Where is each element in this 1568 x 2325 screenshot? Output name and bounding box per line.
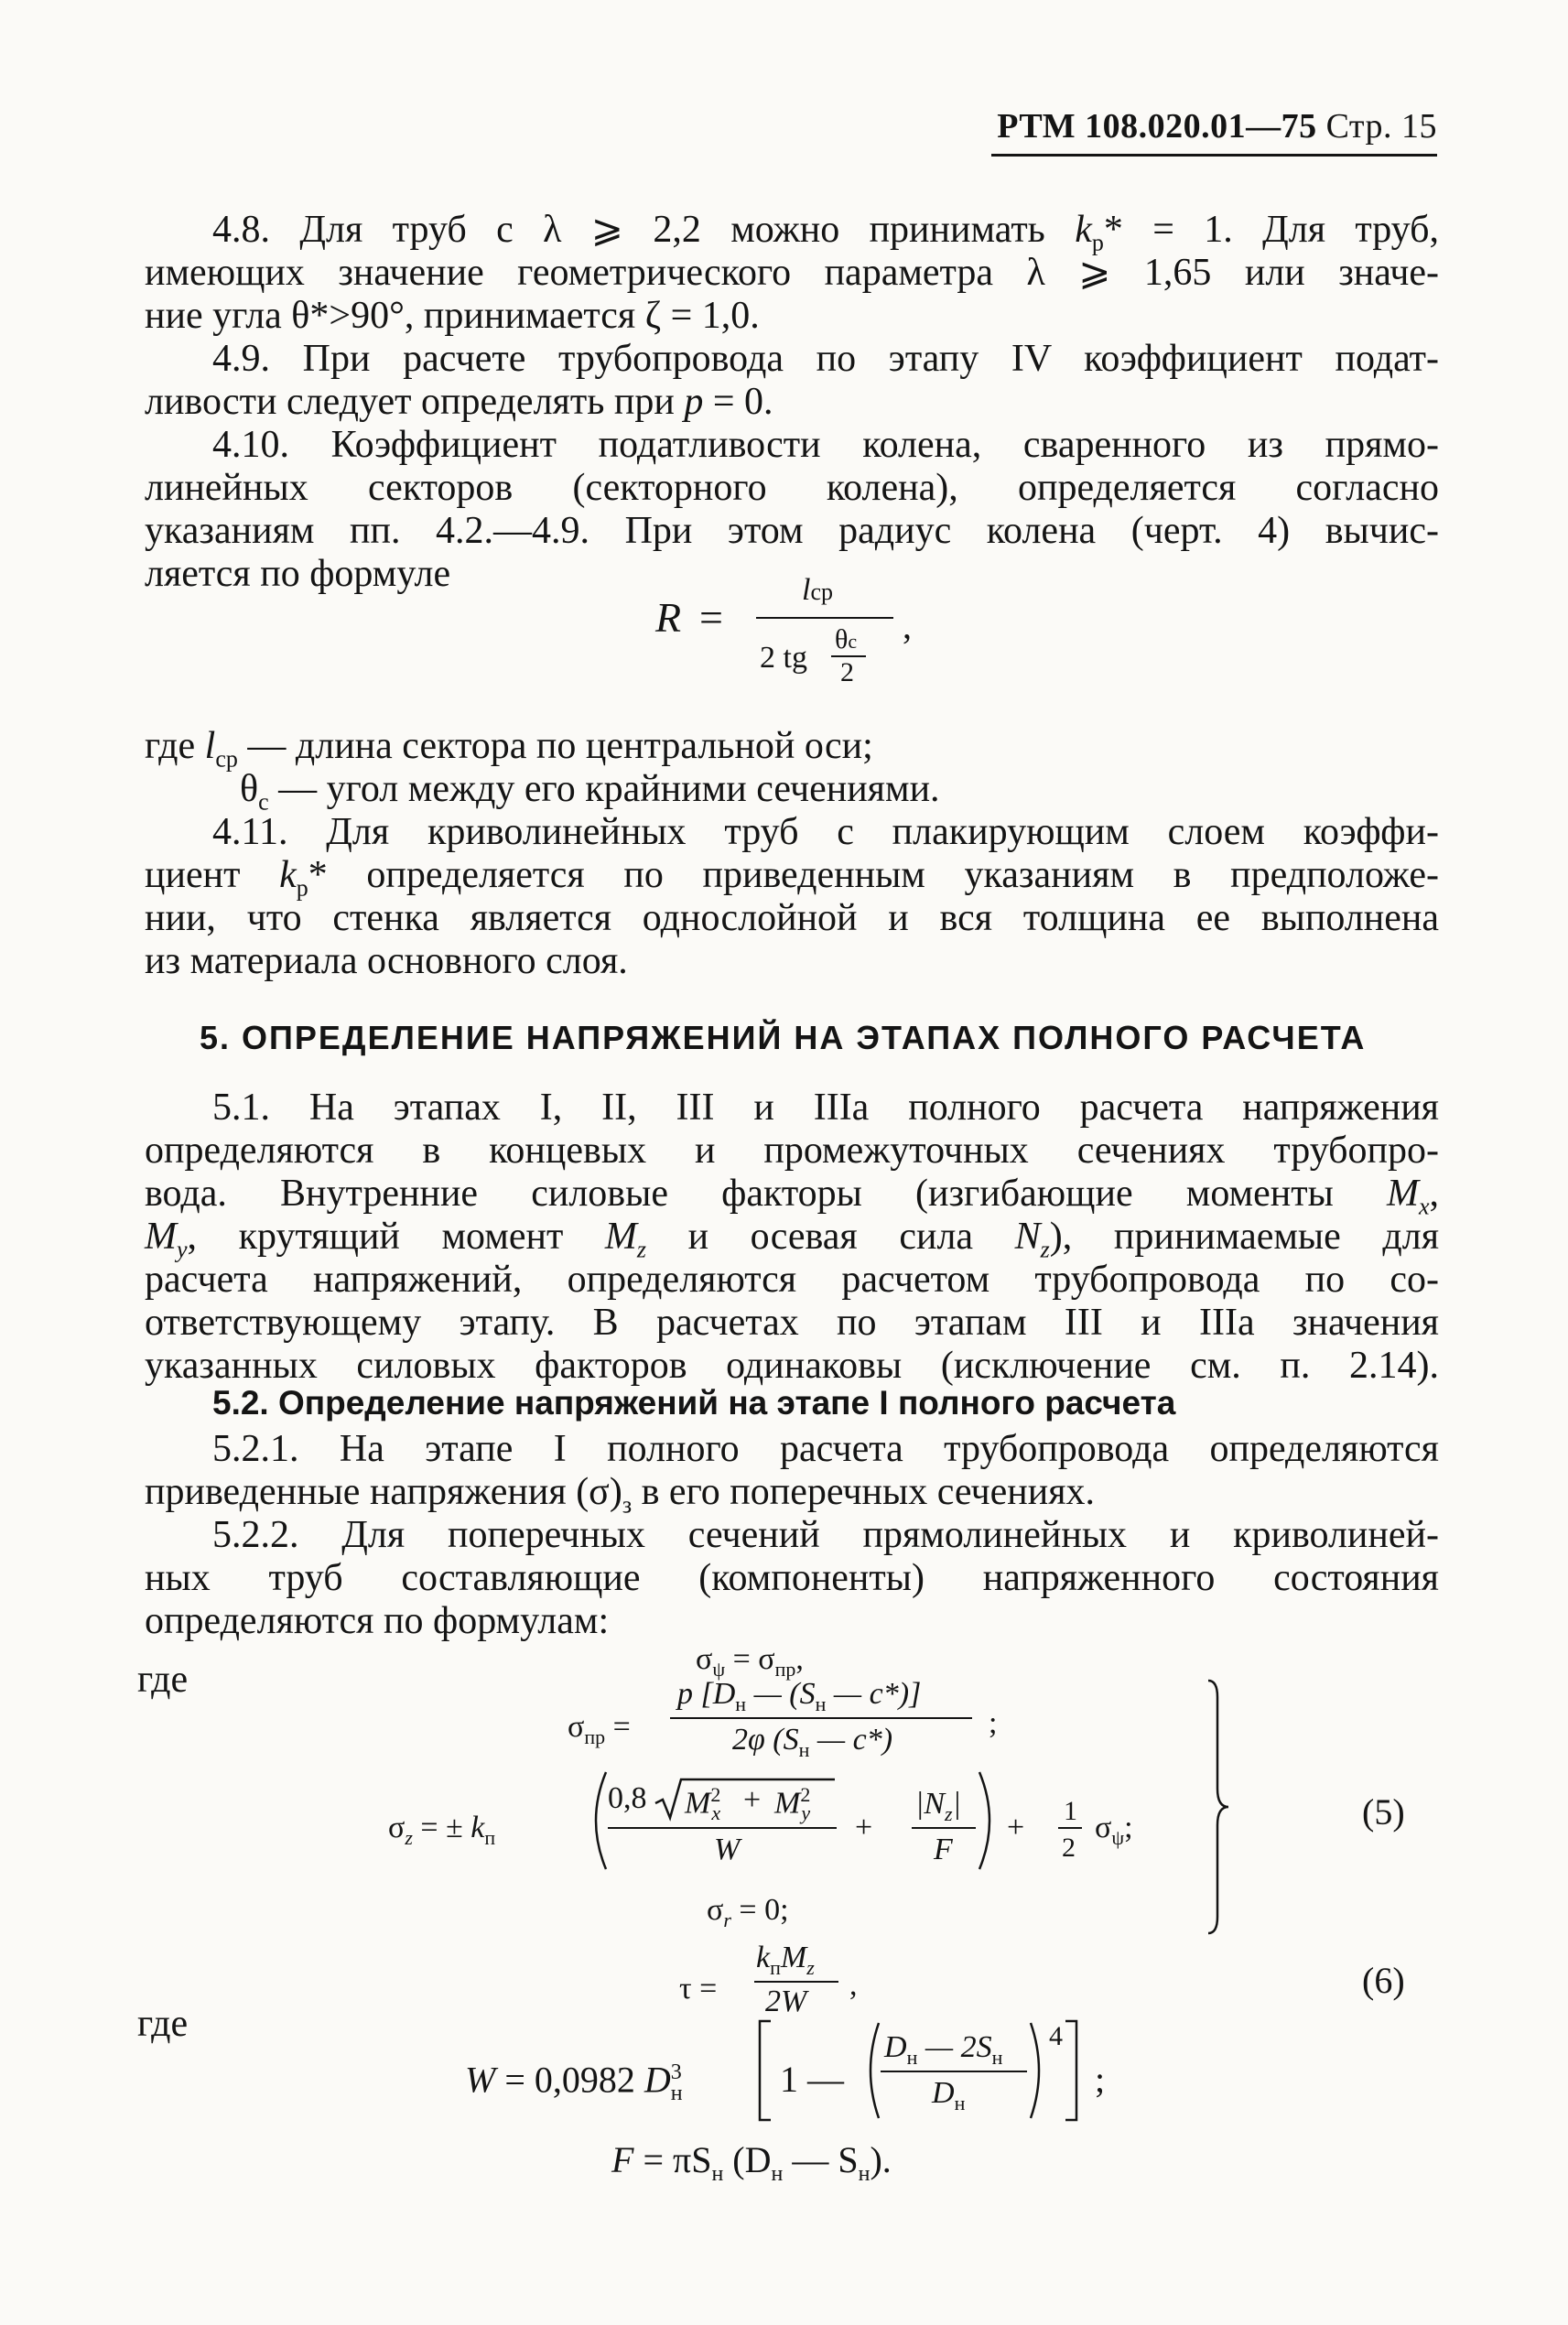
- formula-W-numerator: $D_н$ — $2S_н$: [884, 2030, 1003, 2069]
- section-5-title: 5. ОПРЕДЕЛЕНИЕ НАПРЯЖЕНИЙ НА ЭТАПАХ ПОЛНОГО РАСЧЕТА: [200, 1019, 1367, 1056]
- formula-sigma-z-F: F: [934, 1833, 953, 1866]
- formula-sigma-pr-numerator: p [$D_н$ — ($S_н$ — c*)]: [677, 1677, 922, 1715]
- page-number: Стр. 15: [1325, 107, 1437, 146]
- formula-R-eq: =: [699, 594, 723, 641]
- formula-sigma-z-W: W: [714, 1833, 741, 1866]
- page-header: [991, 106, 1437, 157]
- formula-sigma-r: $\sigma_r = 0$;: [707, 1893, 789, 1931]
- formula-sigma-z-plus-1: +: [743, 1783, 762, 1817]
- equation-number-5: (5): [1362, 1791, 1405, 1833]
- para-5-1-line-5: расчета напряжений, определяются расчетом трубопровода по со-: [145, 1259, 1439, 1301]
- formula-sigma-pr-lhs: $\sigma_{пр}$ =: [568, 1710, 631, 1748]
- formula-sigma-z-Mx: $M^2_x$: [685, 1783, 721, 1825]
- formula-R-den-theta: θс: [835, 624, 858, 654]
- para-4-10-line-3: указаниям пп. 4.2.—4.9. При этом радиус колена (черт. 4) вычис-: [145, 510, 1439, 552]
- para-5-1-line-1: 5.1. На этапах I, II, III и IIIa полного расчета напряжения: [212, 1087, 1439, 1129]
- para-4-10-line-2: линейных секторов (секторного колена), определяется согласно: [145, 467, 1439, 509]
- para-4-11-line-2: циент $k_р*$ определяется по приведенным указаниям в предположе-: [145, 854, 1440, 902]
- formula-sigma-z-lparen: [582, 1770, 610, 1871]
- formula-sigma-pr-denominator: 2φ ($S_н$ — c*): [732, 1723, 893, 1761]
- formula-sigma-z-half-bar: [1058, 1827, 1082, 1829]
- para-5-2-2-line-3: определяются по формулам:: [145, 1600, 610, 1642]
- formula-W-denominator: $D_н$: [932, 2076, 966, 2114]
- para-5-1-line-6: ответствующему этапу. В расчетах по этапам III и IIIa значения: [145, 1302, 1439, 1344]
- formula-sigma-pr-semicolon: ;: [989, 1706, 998, 1740]
- para-5-1-line-2: определяются в концевых и промежуточных сечениях трубопро-: [145, 1130, 1439, 1172]
- where-label-1: где: [137, 1659, 189, 1701]
- formula-sigma-z-plus-3: +: [1007, 1811, 1025, 1844]
- formula-tau-denominator: 2W: [765, 1984, 807, 2018]
- formula-R-comma: ,: [903, 605, 912, 646]
- formula-sigma-z-bar-2: [912, 1827, 976, 1829]
- para-4-11-line-1: 4.11. Для криволинейных труб с плакирующим слоем коэффи-: [212, 811, 1439, 853]
- subsection-5-2-title: 5.2. Определение напряжений на этапе I полного расчета: [212, 1384, 1176, 1422]
- formula-5-brace: [1205, 1679, 1232, 1935]
- formula-W-one-minus: 1 —: [780, 2059, 844, 2100]
- formula-R-fraction-bar: [756, 617, 893, 619]
- formula-sigma-z-08: 0,8: [608, 1781, 647, 1815]
- formula-R-den-2: 2: [840, 657, 854, 687]
- formula-tau-bar: [754, 1981, 838, 1983]
- para-5-2-1-line-1: 5.2.1. На этапе I полного расчета трубопровода определяются: [212, 1428, 1439, 1470]
- formula-W-bar: [881, 2071, 1027, 2072]
- equation-number-6: (6): [1362, 1960, 1405, 2001]
- formula-W-rparen: [1027, 2021, 1049, 2120]
- para-5-1-line-7: указанных силовых факторов одинаковы (исключение см. п. 2.14).: [145, 1345, 1439, 1387]
- where-R-line-2: $\theta_с$ — угол между его крайними сечениями.: [240, 768, 940, 816]
- formula-tau-numerator: $k_пM_z$: [756, 1941, 815, 1979]
- formula-sigma-z-half-num: 1: [1064, 1796, 1077, 1826]
- formula-sigma-z-sigma-psi: $\sigma_\psi$;: [1095, 1811, 1133, 1849]
- para-4-9-line-2: ливости следует определять при p = 0.: [145, 381, 773, 423]
- para-5-2-2-line-1: 5.2.2. Для поперечных сечений прямолинейных и криволиней-: [212, 1514, 1439, 1556]
- where-R-line-1: где $l_{ср}$ — длина сектора по центральной оси;: [145, 725, 873, 773]
- formula-sigma-psi: $\sigma_\psi = \sigma_{пр}$,: [696, 1642, 804, 1681]
- formula-sigma-z-half-den: 2: [1062, 1833, 1076, 1863]
- formula-sigma-z-My: $M^2_y$: [774, 1783, 811, 1825]
- para-4-10-line-1: 4.10. Коэффициент податливости колена, сваренного из прямо-: [212, 424, 1439, 466]
- formula-sigma-pr-bar: [670, 1717, 972, 1719]
- formula-W-lparen: [860, 2021, 882, 2120]
- formula-sigma-z-lhs: $\sigma_z$ = ± $k_п$: [388, 1811, 496, 1849]
- formula-W-exp4: 4: [1049, 2021, 1063, 2051]
- para-5-1-line-3: вода. Внутренние силовые факторы (изгибающие моменты $M_x$,: [145, 1173, 1440, 1220]
- para-5-1-line-4: $M_y$, крутящий момент $M_z$ и осевая сила $N_z$), принимаемые для: [145, 1216, 1440, 1263]
- where-label-2: где: [137, 2003, 189, 2045]
- formula-W-lbracket: [756, 2019, 774, 2122]
- para-5-2-2-line-2: ных труб составляющие (компоненты) напряженного состояния: [145, 1557, 1439, 1599]
- formula-F: $F = \pi S_н$ ($D_н$ — $S_н$).: [611, 2139, 892, 2186]
- formula-W-semicolon: ;: [1095, 2059, 1106, 2100]
- formula-tau-lhs: τ =: [679, 1972, 718, 2006]
- para-4-11-line-4: из материала основного слоя.: [145, 940, 628, 982]
- para-4-8-line-3: ние угла θ*>90°, принимается ζ = 1,0.: [145, 295, 760, 337]
- para-4-11-line-3: нии, что стенка является однослойной и вся толщина ее выполнена: [145, 897, 1439, 939]
- formula-tau-comma: ,: [849, 1968, 858, 2002]
- doc-id: РТМ 108.020.01—75: [997, 107, 1317, 146]
- para-4-9-line-1: 4.9. При расчете трубопровода по этапу IV коэффициент подат-: [212, 338, 1439, 380]
- formula-W-lhs: W = 0,0982 $D^3_н$: [465, 2059, 683, 2106]
- para-4-8-line-1: 4.8. Для труб с λ ⩾ 2,2 можно принимать $k_р* = 1$. Для труб,: [212, 209, 1440, 256]
- formula-R-den-2tg: 2 tg: [760, 641, 807, 675]
- para-5-2-1-line-2: приведенные напряжения $(\sigma)_з$ в его поперечных сечениях.: [145, 1471, 1096, 1519]
- formula-sigma-z-Nz: $|N_z|$: [915, 1787, 961, 1825]
- formula-sigma-z-bar-1: [608, 1827, 837, 1829]
- para-4-8-line-2: имеющих значение геометрического параметра λ ⩾ 1,65 или значе-: [145, 252, 1439, 294]
- formula-R-lhs: R: [655, 594, 682, 641]
- formula-sigma-z-plus-2: +: [855, 1811, 873, 1844]
- formula-sigma-z-rparen: [976, 1770, 1003, 1871]
- formula-R-numerator: lср: [802, 573, 833, 607]
- formula-W-rbracket: [1062, 2019, 1080, 2122]
- para-4-10-line-4: ляется по формуле: [145, 553, 451, 595]
